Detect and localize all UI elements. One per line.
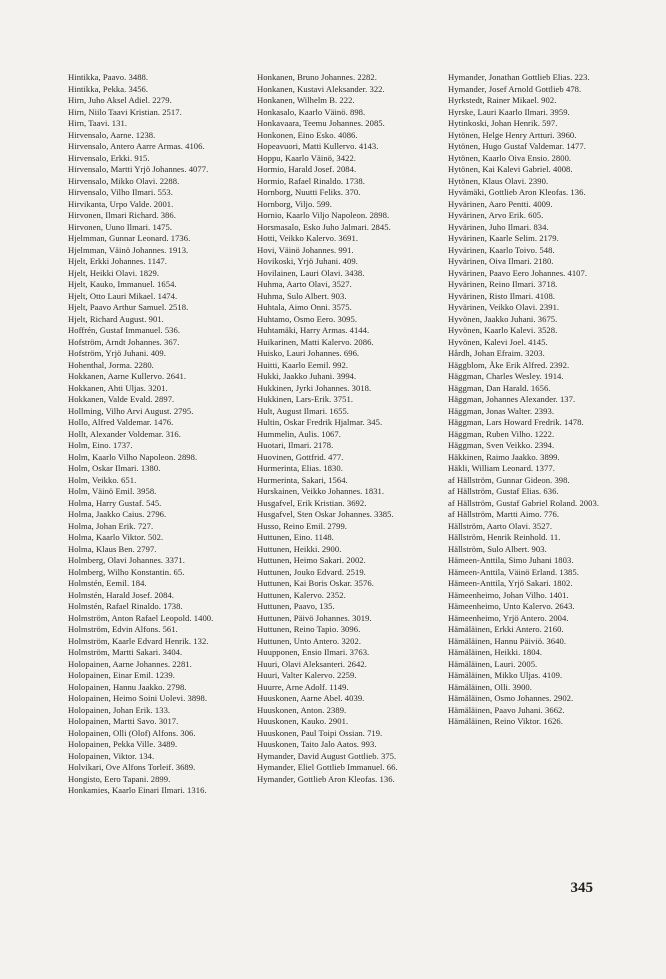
index-entry: Hämeenheimo, Johan Vilho. 1401. <box>448 589 569 600</box>
index-entry: Holmberg, Olavi Johannes. 3371. <box>68 555 185 565</box>
index-column-left <box>68 72 244 797</box>
index-entry: Huttunen, Heimo Sakari. 2002. <box>257 555 366 565</box>
index-entry: Holma, Kaarlo Viktor. 502. <box>68 532 164 542</box>
index-entry: Huttunen, Päivö Johannes. 3019. <box>257 612 372 623</box>
index-entry: Huhtamo, Osmo Eero. 3095. <box>257 313 358 324</box>
index-entry: Hämäläinen, Paavo Juhani. 3662. <box>448 704 565 715</box>
index-entry: Huttunen, Reino Tapio. 3096. <box>257 624 361 634</box>
index-entry: Hyvönen, Kalevi Joel. 4145. <box>448 336 548 347</box>
index-entry: Hämäläinen, Heikki. 1804. <box>448 647 543 657</box>
index-entry: Hyrkstedt, Rainer Mikael. 902. <box>448 95 557 105</box>
index-entry: Holm, Eino. 1737. <box>68 440 133 450</box>
index-entry: Hirvensalo, Vilho Ilmari. 553. <box>68 187 173 197</box>
index-entry: af Hällström, Gustaf Elias. 636. <box>448 486 559 496</box>
index-entry: Honkasalo, Kaarlo Väinö. 898. <box>257 106 366 117</box>
index-entry: Hongisto, Eero Tapani. 2899. <box>68 773 171 784</box>
index-entry: Hyvärinen, Arvo Erik. 605. <box>448 210 544 220</box>
index-column-middle <box>257 72 433 785</box>
index-entry: Hofström, Arndt Johannes. 367. <box>68 336 180 347</box>
index-entry: Hintikka, Paavo. 3488. <box>68 72 149 82</box>
index-entry: Holmström, Anton Rafael Leopold. 1400. <box>68 612 214 623</box>
index-entry: Hohenthal, Jorma. 2280. <box>68 359 154 370</box>
index-entry: Hirn, Niilo Taavi Kristian. 2517. <box>68 106 182 117</box>
index-entry: Hornborg, Viljo. 599. <box>257 198 332 209</box>
index-entry: Honkavaara, Teemu Johannes. 2085. <box>257 118 385 128</box>
index-entry: Holmström, Martti Sakari. 3404. <box>68 647 183 657</box>
index-entry: Hyvärinen, Kaarle Selim. 2179. <box>448 233 559 243</box>
index-entry: Holopainen, Olli (Olof) Alfons. 306. <box>68 727 196 738</box>
index-entry: Holm, Väinö Emil. 3958. <box>68 486 157 496</box>
index-entry: Holopainen, Aarne Johannes. 2281. <box>68 658 192 669</box>
index-entry: Hyvärinen, Reino Ilmari. 3718. <box>448 279 558 289</box>
index-entry: Huuskonen, Kauko. 2901. <box>257 716 349 726</box>
index-entry: Hämäläinen, Erkki Antero. 2160. <box>448 624 564 634</box>
index-entry: Häggblom, Åke Erik Alfred. 2392. <box>448 359 570 370</box>
index-entry: Häggman, Dan Harald. 1656. <box>448 382 551 393</box>
index-entry: Holma, Harry Gustaf. 545. <box>68 497 162 508</box>
index-entry: Hovilainen, Lauri Olavi. 3438. <box>257 267 365 278</box>
index-entry: Hukkinen, Jyrki Johannes. 3018. <box>257 382 372 393</box>
index-entry: Häggman, Jonas Walter. 2393. <box>448 405 555 416</box>
index-entry: Holmstén, Rafael Rinaldo. 1738. <box>68 601 183 611</box>
index-entry: Hytönen, Hugo Gustaf Valdemar. 1477. <box>448 141 586 151</box>
index-entry: Hårdh, Johan Efraim. 3203. <box>448 348 545 358</box>
index-entry: Hyvärinen, Paavo Eero Johannes. 4107. <box>448 267 588 278</box>
index-entry: Honkanen, Bruno Johannes. 2282. <box>257 72 377 82</box>
index-entry: Hormio, Harald Josef. 2084. <box>257 164 357 174</box>
index-entry: Holm, Oskar Ilmari. 1380. <box>68 463 161 473</box>
index-entry: Honkonen, Eino Esko. 4086. <box>257 129 358 140</box>
index-entry: Häkli, William Leonard. 1377. <box>448 463 555 473</box>
index-entry: Hytönen, Helge Henry Artturi. 3960. <box>448 129 577 140</box>
index-entry: Hjelt, Heikki Olavi. 1829. <box>68 267 160 278</box>
index-entry: Hollming, Vilho Arvi August. 2795. <box>68 405 194 416</box>
index-entry: Hotti, Veikko Kalervo. 3691. <box>257 233 359 243</box>
index-entry: Huttunen, Unto Antero. 3202. <box>257 635 362 646</box>
index-entry: Hirvikanta, Urpo Valde. 2001. <box>68 198 174 209</box>
index-entry: Holm, Kaarlo Vilho Napoleon. 2898. <box>68 451 198 462</box>
index-entry: Holopainen, Johan Erik. 133. <box>68 704 171 715</box>
index-entry: Hämäläinen, Mikko Uljas. 4109. <box>448 670 563 680</box>
index-entry: Horsmasalo, Esko Juho Jalmari. 2845. <box>257 221 391 232</box>
index-entry: Huisko, Lauri Johannes. 696. <box>257 348 360 358</box>
index-entry: Hurskainen, Veikko Johannes. 1831. <box>257 486 385 496</box>
index-entry: Hopeavuori, Matti Kullervo. 4143. <box>257 141 379 151</box>
index-entry: Hyvämäki, Gottlieb Aron Kleofas. 136. <box>448 187 586 197</box>
index-entry: Huuri, Olavi Aleksanteri. 2642. <box>257 658 367 669</box>
index-entry: Husso, Reino Emil. 2799. <box>257 520 348 531</box>
index-entry: Hämeen-Anttila, Yrjö Sakari. 1802. <box>448 578 573 588</box>
index-entry: Hällström, Henrik Reinhold. 11. <box>448 532 561 542</box>
index-entry: Hirvensalo, Aarne. 1238. <box>68 129 156 140</box>
index-entry: Hjelt, Richard August. 901. <box>68 313 164 324</box>
index-entry: Holvikari, Ove Alfons Torleif. 3689. <box>68 762 196 772</box>
index-entry: Holopainen, Hannu Jaakko. 2798. <box>68 681 187 692</box>
index-entry: Hokkanen, Ahti Uljas. 3201. <box>68 382 168 393</box>
index-entry: Holm, Veikko. 651. <box>68 474 137 485</box>
index-entry: Holopainen, Pekka Ville. 3489. <box>68 739 178 749</box>
index-entry: Huotari, Ilmari. 2178. <box>257 440 334 450</box>
index-entry: Huttunen, Paavo, 135. <box>257 601 335 611</box>
index-entry: Häggman, Charles Wesley. 1914. <box>448 371 564 381</box>
index-entry: Huhma, Sulo Albert. 903. <box>257 290 347 301</box>
index-entry: Hjelt, Erkki Johannes. 1147. <box>68 256 167 266</box>
index-entry: Häggman, Johannes Alexander. 137. <box>448 394 576 404</box>
index-entry: Hämäläinen, Lauri. 2005. <box>448 658 538 669</box>
index-entry: Hymander, Eliel Gottlieb Immanuel. 66. <box>257 762 398 772</box>
index-entry: Hymander, David August Gottlieb. 375. <box>257 750 397 761</box>
index-entry: Hämeen-Anttila, Simo Juhani 1803. <box>448 555 574 565</box>
index-entry: af Hällström, Gustaf Gabriel Roland. 2003. <box>448 497 600 508</box>
index-entry: Hornborg, Nuutti Feliks. 370. <box>257 187 361 197</box>
index-entry: Honkanen, Wilhelm B. 222. <box>257 95 355 105</box>
index-entry: Hirn, Taavi. 131. <box>68 118 128 128</box>
index-entry: Hurmerinta, Sakari, 1564. <box>257 474 348 485</box>
index-entry: Huttunen, Jouko Edvard. 2519. <box>257 566 366 577</box>
index-entry: Hyvärinen, Juho Ilmari. 834. <box>448 221 549 232</box>
index-entry: Häkkinen, Raimo Jaakko. 3899. <box>448 451 560 462</box>
index-entry: Holopainen, Martti Savo. 3017. <box>68 716 179 726</box>
index-entry: Hämäläinen, Hannu Päiviö. 3640. <box>448 635 567 646</box>
index-entry: Hoffrén, Gustaf Immanuel. 536. <box>68 325 181 335</box>
index-entry: Häggman, Ruben Vilho. 1222. <box>448 428 555 439</box>
index-entry: Holopainen, Viktor. 134. <box>68 750 155 761</box>
index-entry: Hokkanen, Aarne Kullervo. 2641. <box>68 371 187 381</box>
index-entry: Hyvärinen, Veikko Olavi. 2391. <box>448 302 560 312</box>
index-entry: Hirvonen, Uuno Ilmari. 1475. <box>68 221 173 232</box>
index-column-right <box>448 72 626 728</box>
index-entry: Hyvönen, Kaarlo Kalevi. 3528. <box>448 325 558 335</box>
index-entry: Hytönen, Klaus Olavi. 2390. <box>448 175 549 186</box>
index-entry: Hyvärinen, Aaro Pentti. 4009. <box>448 198 553 209</box>
index-entry: Husgafvel, Sten Oskar Johannes. 3385. <box>257 509 394 519</box>
index-entry: Holma, Klaus Ben. 2797. <box>68 543 157 554</box>
index-entry: Holma, Jaakko Caius. 2796. <box>68 509 167 519</box>
index-entry: Holmberg, Wilho Konstantin. 65. <box>68 566 185 577</box>
index-entry: Hornio, Kaarlo Viljo Napoleon. 2898. <box>257 210 390 220</box>
index-entry: Hummelin, Aulis. 1067. <box>257 428 341 439</box>
index-entry: Hukkinen, Lars-Erik. 3751. <box>257 394 354 404</box>
index-entry: Huupponen, Ensio Ilmari. 3763. <box>257 647 370 657</box>
index-entry: Huuri, Valter Kalervo. 2259. <box>257 670 357 680</box>
page-number: 345 <box>570 880 593 896</box>
index-entry: Hjelt, Kauko, Immanuel. 1654. <box>68 279 177 289</box>
index-entry: Holmstén, Eemil. 184. <box>68 578 147 588</box>
index-entry: Huhtamäki, Harry Armas. 4144. <box>257 325 370 335</box>
index-entry: Huuskonen, Taito Jalo Aatos. 993. <box>257 739 377 749</box>
index-entry: Hytönen, Kaarlo Oiva Ensio. 2800. <box>448 152 572 163</box>
index-entry: Hämeen-Anttila, Väinö Erland. 1385. <box>448 566 579 577</box>
index-entry: Hytönen, Kai Kalevi Gabriel. 4008. <box>448 164 573 174</box>
index-entry: Hyvärinen, Oiva Ilmari. 2180. <box>448 256 554 266</box>
index-entry: Hokkanen, Valde Evald. 2897. <box>68 394 175 404</box>
index-entry: Holopainen, Heimo Soini Uolevi. 3898. <box>68 693 208 703</box>
index-entry: Hjelt, Paavo Arthur Samuel. 2518. <box>68 302 189 312</box>
index-entry: Hovikoski, Yrjö Juhani. 409. <box>257 256 358 266</box>
index-entry: Huurre, Arne Adolf. 1149. <box>257 681 349 692</box>
index-entry: Huttunen, Kalervo. 2352. <box>257 589 346 600</box>
index-entry: Holopainen, Einar Emil. 1239. <box>68 670 175 680</box>
index-entry: Hytinkoski, Johan Henrik. 597. <box>448 118 558 128</box>
index-entry: Hollo, Alfred Valdemar. 1476. <box>68 417 174 427</box>
index-entry: Hyvönen, Jaakko Juhani. 3675. <box>448 313 558 324</box>
index-entry: Hämäläinen, Reino Viktor. 1626. <box>448 716 563 726</box>
index-entry: Holmström, Edvin Alfons. 561. <box>68 624 178 634</box>
index-entry: Huovinen, Gottfrid. 477. <box>257 451 344 462</box>
index-entry: Hymander, Josef Arnold Gottlieb 478. <box>448 83 582 94</box>
index-entry: Hofström, Yrjö Juhani. 409. <box>68 348 166 358</box>
index-entry: Hirvensalo, Erkki. 915. <box>68 152 150 163</box>
index-entry: Hyvärinen, Kaarlo Toivo. 548. <box>448 244 555 255</box>
index-entry: Huuskonen, Aarne Abel. 4039. <box>257 693 365 703</box>
index-entry: af Hällström, Gunnar Gideon. 398. <box>448 474 570 485</box>
index-entry: Huttunen, Eino. 1148. <box>257 532 334 542</box>
index-entry: Hymander, Gottlieb Aron Kleofas. 136. <box>257 773 395 784</box>
index-entry: Hirvensalo, Martti Yrjö Johannes. 4077. <box>68 164 209 174</box>
index-entry: Hult, August Ilmari. 1655. <box>257 405 350 416</box>
index-entry: Holma, Johan Erik. 727. <box>68 520 154 531</box>
index-entry: Hämäläinen, Olli. 3900. <box>448 681 532 692</box>
index-entry: Huhtala, Aimo Onni. 3575. <box>257 302 352 312</box>
index-entry: Hollt, Alexander Voldemar. 316. <box>68 428 181 439</box>
index-entry: Hirn, Juho Aksel Adiel. 2279. <box>68 95 172 105</box>
index-entry: af Hällström, Martti Aimo. 776. <box>448 509 560 519</box>
index-entry: Hämeenheimo, Unto Kalervo. 2643. <box>448 601 575 611</box>
index-entry: Häggman, Lars Howard Fredrik. 1478. <box>448 417 584 427</box>
index-entry: Hällström, Aarto Olavi. 3527. <box>448 520 553 531</box>
index-entry: Hormio, Rafael Rinaldo. 1738. <box>257 175 365 186</box>
index-entry: Huitti, Kaarlo Eemil. 992. <box>257 359 349 370</box>
index-entry: Hoppu, Kaarlo Väinö, 3422. <box>257 152 356 163</box>
index-entry: Holmstén, Harald Josef. 2084. <box>68 589 174 600</box>
index-entry: Hukki, Jaakko Juhani. 3994. <box>257 371 357 381</box>
index-entry: Hjelt, Otto Lauri Mikael. 1474. <box>68 290 178 301</box>
index-entry: Huttunen, Kai Boris Oskar. 3576. <box>257 578 374 588</box>
index-entry: Huuskonen, Anton. 2389. <box>257 704 347 715</box>
index-entry: Hultin, Oskar Fredrik Hjalmar. 345. <box>257 417 383 427</box>
index-entry: Hämeenheimo, Yrjö Antero. 2004. <box>448 612 569 623</box>
index-entry: Husgafvel, Erik Kristian. 3692. <box>257 497 367 508</box>
index-entry: Hintikka, Pekka. 3456. <box>68 83 149 94</box>
index-entry: Hyvärinen, Risto Ilmari. 4108. <box>448 290 555 301</box>
index-entry: Häggman, Sven Veikko. 2394. <box>448 440 555 450</box>
index-entry: Hurmerinta, Elias. 1830. <box>257 463 343 473</box>
index-entry: Hovi, Väinö Johannes. 991. <box>257 244 354 255</box>
index-entry: Hämäläinen, Osmo Johannes. 2902. <box>448 693 574 703</box>
index-entry: Huikarinen, Matti Kalervo. 2086. <box>257 336 374 347</box>
index-entry: Hjelmman, Väinö Johannes. 1913. <box>68 244 189 255</box>
index-entry: Hymander, Jonathan Gottlieb Elias. 223. <box>448 72 590 82</box>
index-entry: Hirvonen, Ilmari Richard. 386. <box>68 210 176 220</box>
index-entry: Hällström, Sulo Albert. 903. <box>448 543 547 554</box>
index-entry: Huuskonen, Paul Toipi Ossian. 719. <box>257 727 383 738</box>
index-entry: Hyrske, Lauri Kaarlo Ilmari. 3959. <box>448 106 570 117</box>
index-entry: Holmström, Kaarle Edvard Henrik. 132. <box>68 635 209 646</box>
index-entry: Honkamies, Kaarlo Einari Ilmari. 1316. <box>68 785 207 795</box>
index-entry: Huhma, Aarto Olavi, 3527. <box>257 279 352 289</box>
index-entry: Honkanen, Kustavi Aleksander. 322. <box>257 83 385 94</box>
index-entry: Hirvensalo, Mikko Olavi. 2288. <box>68 175 180 186</box>
index-entry: Huttunen, Heikki. 2900. <box>257 543 342 554</box>
index-entry: Hirvensalo, Antero Aarre Armas. 4106. <box>68 141 205 151</box>
index-entry: Hjelmman, Gunnar Leonard. 1736. <box>68 233 191 243</box>
